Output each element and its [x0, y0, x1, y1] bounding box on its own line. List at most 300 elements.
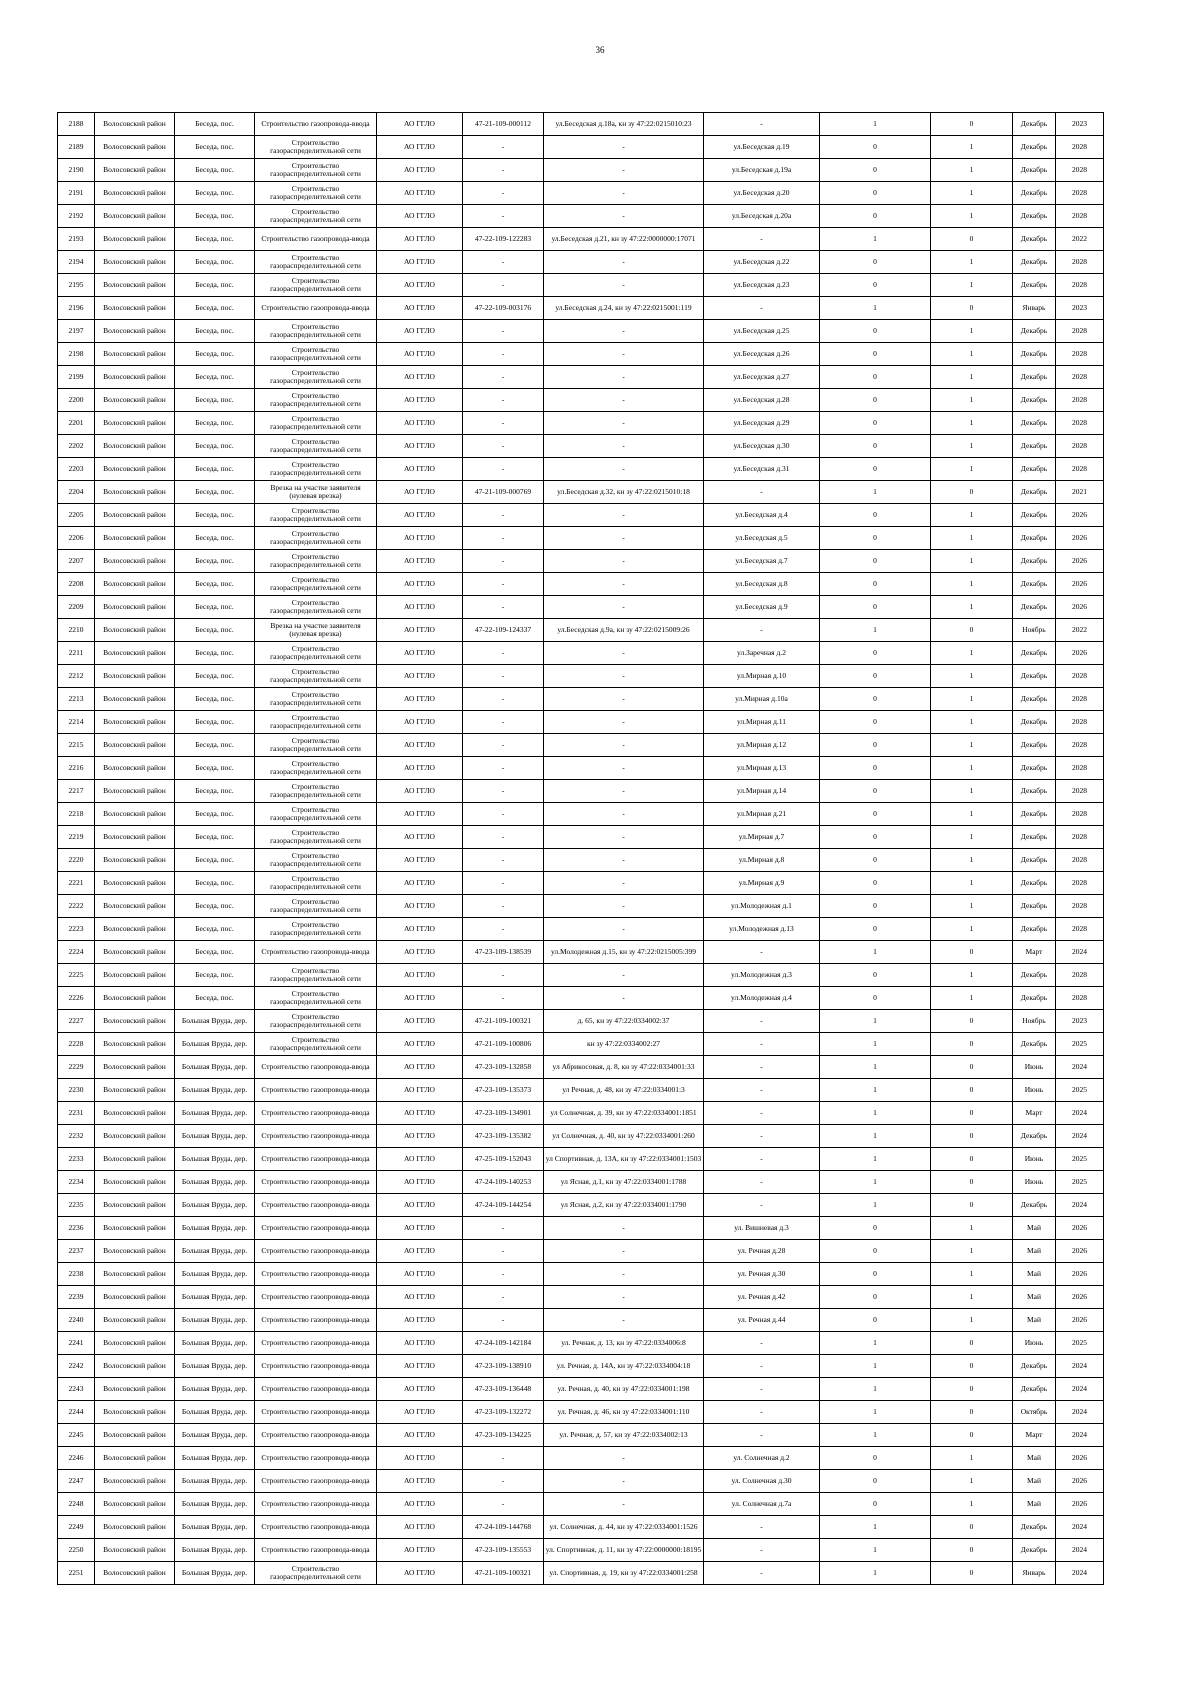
district-cell: Волосовский район: [95, 389, 175, 412]
row-number-cell: 2209: [58, 596, 95, 619]
district-cell: Волосовский район: [95, 504, 175, 527]
application-number-cell: -: [463, 964, 544, 987]
address-cadastral-cell: -: [544, 527, 704, 550]
work-type-cell: Строительство газораспределительной сети: [255, 251, 377, 274]
year-cell: 2024: [1056, 1378, 1104, 1401]
address-cadastral-cell: -: [544, 757, 704, 780]
district-cell: Волосовский район: [95, 688, 175, 711]
count-a-cell: 0: [820, 1447, 931, 1470]
address-cadastral-cell: -: [544, 665, 704, 688]
application-number-cell: -: [463, 803, 544, 826]
application-number-cell: -: [463, 596, 544, 619]
year-cell: 2026: [1056, 550, 1104, 573]
address-cell: ул.Беседская д.5: [704, 527, 820, 550]
application-number-cell: -: [463, 849, 544, 872]
address-cell: -: [704, 1171, 820, 1194]
address-cadastral-cell: -: [544, 205, 704, 228]
organization-cell: АО ГГЛО: [377, 550, 463, 573]
settlement-cell: Беседа, пос.: [175, 320, 255, 343]
district-cell: Волосовский район: [95, 1493, 175, 1516]
count-b-cell: 0: [931, 113, 1013, 136]
organization-cell: АО ГГЛО: [377, 872, 463, 895]
table-row: [58, 688, 1104, 711]
organization-cell: АО ГГЛО: [377, 1424, 463, 1447]
table-row: [58, 1217, 1104, 1240]
row-number-cell: 2194: [58, 251, 95, 274]
table-row: [58, 803, 1104, 826]
address-cell: ул.Мирная д.7: [704, 826, 820, 849]
table-row: [58, 1148, 1104, 1171]
address-cell: ул.Мирная д.13: [704, 757, 820, 780]
year-cell: 2028: [1056, 918, 1104, 941]
settlement-cell: Беседа, пос.: [175, 297, 255, 320]
address-cell: -: [704, 1010, 820, 1033]
month-cell: Декабрь: [1013, 734, 1056, 757]
district-cell: Волосовский район: [95, 619, 175, 642]
address-cell: ул.Беседская д.19: [704, 136, 820, 159]
row-number-cell: 2196: [58, 297, 95, 320]
table-row: [58, 1171, 1104, 1194]
address-cell: ул.Мирная д.10а: [704, 688, 820, 711]
count-a-cell: 1: [820, 1562, 931, 1585]
year-cell: 2026: [1056, 504, 1104, 527]
district-cell: Волосовский район: [95, 1056, 175, 1079]
year-cell: 2028: [1056, 435, 1104, 458]
district-cell: Волосовский район: [95, 1194, 175, 1217]
count-b-cell: 1: [931, 274, 1013, 297]
application-number-cell: 47-23-109-138910: [463, 1355, 544, 1378]
organization-cell: АО ГГЛО: [377, 964, 463, 987]
row-number-cell: 2200: [58, 389, 95, 412]
count-a-cell: 0: [820, 1286, 931, 1309]
row-number-cell: 2229: [58, 1056, 95, 1079]
organization-cell: АО ГГЛО: [377, 573, 463, 596]
organization-cell: АО ГГЛО: [377, 1079, 463, 1102]
settlement-cell: Большая Вруда, дер.: [175, 1079, 255, 1102]
count-b-cell: 1: [931, 458, 1013, 481]
address-cadastral-cell: -: [544, 136, 704, 159]
count-b-cell: 0: [931, 1033, 1013, 1056]
application-number-cell: -: [463, 987, 544, 1010]
district-cell: Волосовский район: [95, 1562, 175, 1585]
district-cell: Волосовский район: [95, 1240, 175, 1263]
work-type-cell: Строительство газопровода-ввода: [255, 297, 377, 320]
work-type-cell: Строительство газопровода-ввода: [255, 113, 377, 136]
district-cell: Волосовский район: [95, 803, 175, 826]
organization-cell: АО ГГЛО: [377, 1470, 463, 1493]
year-cell: 2026: [1056, 1286, 1104, 1309]
settlement-cell: Большая Вруда, дер.: [175, 1539, 255, 1562]
address-cadastral-cell: -: [544, 1217, 704, 1240]
row-number-cell: 2227: [58, 1010, 95, 1033]
year-cell: 2028: [1056, 895, 1104, 918]
work-type-cell: Врезка на участке заявителя (нулевая врезка): [255, 619, 377, 642]
application-number-cell: -: [463, 274, 544, 297]
month-cell: Май: [1013, 1447, 1056, 1470]
year-cell: 2025: [1056, 1148, 1104, 1171]
district-cell: Волосовский район: [95, 941, 175, 964]
address-cell: ул.Мирная д.14: [704, 780, 820, 803]
count-b-cell: 1: [931, 688, 1013, 711]
settlement-cell: Большая Вруда, дер.: [175, 1263, 255, 1286]
application-number-cell: 47-25-109-152043: [463, 1148, 544, 1171]
month-cell: Май: [1013, 1217, 1056, 1240]
month-cell: Июнь: [1013, 1056, 1056, 1079]
address-cell: -: [704, 1033, 820, 1056]
year-cell: 2028: [1056, 964, 1104, 987]
address-cell: ул.Мирная д.11: [704, 711, 820, 734]
settlement-cell: Беседа, пос.: [175, 711, 255, 734]
count-b-cell: 1: [931, 757, 1013, 780]
table-row: [58, 757, 1104, 780]
month-cell: Декабрь: [1013, 1125, 1056, 1148]
count-b-cell: 1: [931, 1470, 1013, 1493]
year-cell: 2024: [1056, 1194, 1104, 1217]
district-cell: Волосовский район: [95, 113, 175, 136]
organization-cell: АО ГГЛО: [377, 826, 463, 849]
address-cadastral-cell: -: [544, 159, 704, 182]
table-row: [58, 826, 1104, 849]
district-cell: Волосовский район: [95, 1424, 175, 1447]
application-number-cell: 47-23-109-132272: [463, 1401, 544, 1424]
work-type-cell: Строительство газопровода-ввода: [255, 1309, 377, 1332]
year-cell: 2026: [1056, 642, 1104, 665]
row-number-cell: 2247: [58, 1470, 95, 1493]
row-number-cell: 2244: [58, 1401, 95, 1424]
month-cell: Декабрь: [1013, 826, 1056, 849]
count-b-cell: 0: [931, 1378, 1013, 1401]
count-a-cell: 0: [820, 642, 931, 665]
work-type-cell: Строительство газопровода-ввода: [255, 1332, 377, 1355]
district-cell: Волосовский район: [95, 895, 175, 918]
year-cell: 2024: [1056, 1516, 1104, 1539]
work-type-cell: Строительство газораспределительной сети: [255, 182, 377, 205]
settlement-cell: Беседа, пос.: [175, 504, 255, 527]
table-row: [58, 1309, 1104, 1332]
application-number-cell: -: [463, 550, 544, 573]
district-cell: Волосовский район: [95, 711, 175, 734]
row-number-cell: 2210: [58, 619, 95, 642]
settlement-cell: Беседа, пос.: [175, 205, 255, 228]
count-a-cell: 1: [820, 1125, 931, 1148]
count-b-cell: 1: [931, 251, 1013, 274]
month-cell: Декабрь: [1013, 320, 1056, 343]
address-cadastral-cell: ул Ясная, д.1, кн зу 47:22:0334001:1788: [544, 1171, 704, 1194]
address-cadastral-cell: -: [544, 803, 704, 826]
work-type-cell: Строительство газопровода-ввода: [255, 1056, 377, 1079]
count-b-cell: 1: [931, 136, 1013, 159]
row-number-cell: 2197: [58, 320, 95, 343]
year-cell: 2024: [1056, 1424, 1104, 1447]
address-cell: ул.Беседская д.25: [704, 320, 820, 343]
count-b-cell: 0: [931, 1171, 1013, 1194]
address-cell: ул. Речная д.42: [704, 1286, 820, 1309]
address-cell: -: [704, 1079, 820, 1102]
address-cell: ул.Беседская д.22: [704, 251, 820, 274]
address-cadastral-cell: ул Речная, д. 48, кн зу 47:22:0334001:3: [544, 1079, 704, 1102]
organization-cell: АО ГГЛО: [377, 366, 463, 389]
application-number-cell: -: [463, 159, 544, 182]
count-a-cell: 0: [820, 688, 931, 711]
year-cell: 2023: [1056, 1010, 1104, 1033]
application-number-cell: -: [463, 458, 544, 481]
table-row: [58, 251, 1104, 274]
address-cadastral-cell: -: [544, 343, 704, 366]
district-cell: Волосовский район: [95, 1171, 175, 1194]
application-number-cell: 47-23-109-134225: [463, 1424, 544, 1447]
row-number-cell: 2246: [58, 1447, 95, 1470]
district-cell: Волосовский район: [95, 1102, 175, 1125]
work-type-cell: Строительство газопровода-ввода: [255, 1493, 377, 1516]
month-cell: Июнь: [1013, 1079, 1056, 1102]
application-number-cell: 47-23-109-135373: [463, 1079, 544, 1102]
month-cell: Январь: [1013, 297, 1056, 320]
district-cell: Волосовский район: [95, 1447, 175, 1470]
count-b-cell: 1: [931, 1309, 1013, 1332]
settlement-cell: Беседа, пос.: [175, 780, 255, 803]
month-cell: Май: [1013, 1309, 1056, 1332]
count-a-cell: 1: [820, 1539, 931, 1562]
table-row: [58, 734, 1104, 757]
row-number-cell: 2243: [58, 1378, 95, 1401]
settlement-cell: Большая Вруда, дер.: [175, 1516, 255, 1539]
row-number-cell: 2250: [58, 1539, 95, 1562]
month-cell: Декабрь: [1013, 688, 1056, 711]
row-number-cell: 2206: [58, 527, 95, 550]
settlement-cell: Беседа, пос.: [175, 550, 255, 573]
settlement-cell: Беседа, пос.: [175, 665, 255, 688]
organization-cell: АО ГГЛО: [377, 251, 463, 274]
year-cell: 2026: [1056, 573, 1104, 596]
count-b-cell: 0: [931, 481, 1013, 504]
settlement-cell: Беседа, пос.: [175, 826, 255, 849]
row-number-cell: 2193: [58, 228, 95, 251]
settlement-cell: Беседа, пос.: [175, 596, 255, 619]
month-cell: Декабрь: [1013, 780, 1056, 803]
address-cadastral-cell: ул. Спортивная, д. 19, кн зу 47:22:0334001:258: [544, 1562, 704, 1585]
settlement-cell: Беседа, пос.: [175, 918, 255, 941]
work-type-cell: Строительство газораспределительной сети: [255, 803, 377, 826]
address-cadastral-cell: ул Ясная, д.2, кн зу 47:22:0334001:1790: [544, 1194, 704, 1217]
organization-cell: АО ГГЛО: [377, 1516, 463, 1539]
address-cadastral-cell: -: [544, 573, 704, 596]
count-b-cell: 1: [931, 182, 1013, 205]
count-b-cell: 1: [931, 550, 1013, 573]
application-number-cell: -: [463, 366, 544, 389]
address-cadastral-cell: -: [544, 780, 704, 803]
organization-cell: АО ГГЛО: [377, 757, 463, 780]
table-row: [58, 665, 1104, 688]
address-cell: ул.Молодежная д.13: [704, 918, 820, 941]
settlement-cell: Беседа, пос.: [175, 642, 255, 665]
settlement-cell: Большая Вруда, дер.: [175, 1033, 255, 1056]
row-number-cell: 2233: [58, 1148, 95, 1171]
organization-cell: АО ГГЛО: [377, 1378, 463, 1401]
row-number-cell: 2240: [58, 1309, 95, 1332]
application-number-cell: 47-24-109-144768: [463, 1516, 544, 1539]
organization-cell: АО ГГЛО: [377, 297, 463, 320]
settlement-cell: Большая Вруда, дер.: [175, 1447, 255, 1470]
count-a-cell: 1: [820, 1102, 931, 1125]
application-number-cell: -: [463, 136, 544, 159]
row-number-cell: 2191: [58, 182, 95, 205]
month-cell: Декабрь: [1013, 895, 1056, 918]
table-row: [58, 1125, 1104, 1148]
work-type-cell: Строительство газопровода-ввода: [255, 1355, 377, 1378]
work-type-cell: Строительство газораспределительной сети: [255, 964, 377, 987]
address-cadastral-cell: -: [544, 1240, 704, 1263]
year-cell: 2024: [1056, 1125, 1104, 1148]
count-a-cell: 0: [820, 136, 931, 159]
address-cell: ул.Мирная д.8: [704, 849, 820, 872]
address-cell: -: [704, 619, 820, 642]
address-cell: -: [704, 1125, 820, 1148]
count-a-cell: 0: [820, 1309, 931, 1332]
month-cell: Декабрь: [1013, 918, 1056, 941]
work-type-cell: Строительство газопровода-ввода: [255, 1516, 377, 1539]
organization-cell: АО ГГЛО: [377, 642, 463, 665]
work-type-cell: Строительство газораспределительной сети: [255, 274, 377, 297]
table-row: [58, 780, 1104, 803]
organization-cell: АО ГГЛО: [377, 596, 463, 619]
address-cell: -: [704, 1401, 820, 1424]
month-cell: Май: [1013, 1240, 1056, 1263]
work-type-cell: Строительство газораспределительной сети: [255, 504, 377, 527]
count-a-cell: 0: [820, 780, 931, 803]
organization-cell: АО ГГЛО: [377, 711, 463, 734]
count-a-cell: 0: [820, 573, 931, 596]
settlement-cell: Большая Вруда, дер.: [175, 1470, 255, 1493]
table-row: [58, 1447, 1104, 1470]
settlement-cell: Беседа, пос.: [175, 987, 255, 1010]
table-row: [58, 274, 1104, 297]
address-cell: ул. Речная д.44: [704, 1309, 820, 1332]
count-b-cell: 0: [931, 228, 1013, 251]
count-b-cell: 1: [931, 1493, 1013, 1516]
table-row: [58, 987, 1104, 1010]
district-cell: Волосовский район: [95, 481, 175, 504]
data-table: [57, 112, 1104, 1585]
organization-cell: АО ГГЛО: [377, 987, 463, 1010]
work-type-cell: Строительство газораспределительной сети: [255, 205, 377, 228]
table-row: [58, 481, 1104, 504]
district-cell: Волосовский район: [95, 458, 175, 481]
count-b-cell: 1: [931, 1217, 1013, 1240]
organization-cell: АО ГГЛО: [377, 1539, 463, 1562]
year-cell: 2028: [1056, 274, 1104, 297]
row-number-cell: 2226: [58, 987, 95, 1010]
month-cell: Декабрь: [1013, 573, 1056, 596]
address-cadastral-cell: -: [544, 964, 704, 987]
month-cell: Декабрь: [1013, 872, 1056, 895]
address-cadastral-cell: ул. Речная, д. 14А, кн зу 47:22:0334004:18: [544, 1355, 704, 1378]
table-row: [58, 1401, 1104, 1424]
address-cadastral-cell: -: [544, 320, 704, 343]
address-cadastral-cell: ул.Беседская д.18а, кн зу 47:22:0215010:23: [544, 113, 704, 136]
work-type-cell: Строительство газопровода-ввода: [255, 1263, 377, 1286]
application-number-cell: -: [463, 918, 544, 941]
table-row: [58, 550, 1104, 573]
address-cell: ул.Мирная д.9: [704, 872, 820, 895]
year-cell: 2026: [1056, 1493, 1104, 1516]
year-cell: 2028: [1056, 389, 1104, 412]
organization-cell: АО ГГЛО: [377, 665, 463, 688]
address-cell: ул. Речная д.30: [704, 1263, 820, 1286]
count-b-cell: 1: [931, 665, 1013, 688]
table-row: [58, 504, 1104, 527]
table-row: [58, 1033, 1104, 1056]
count-b-cell: 1: [931, 573, 1013, 596]
table-row: [58, 573, 1104, 596]
row-number-cell: 2248: [58, 1493, 95, 1516]
application-number-cell: -: [463, 251, 544, 274]
row-number-cell: 2223: [58, 918, 95, 941]
work-type-cell: Строительство газораспределительной сети: [255, 688, 377, 711]
address-cell: -: [704, 1424, 820, 1447]
application-number-cell: 47-22-109-122283: [463, 228, 544, 251]
count-b-cell: 1: [931, 1447, 1013, 1470]
district-cell: Волосовский район: [95, 435, 175, 458]
row-number-cell: 2235: [58, 1194, 95, 1217]
application-number-cell: -: [463, 320, 544, 343]
work-type-cell: Строительство газопровода-ввода: [255, 1194, 377, 1217]
organization-cell: АО ГГЛО: [377, 1401, 463, 1424]
count-b-cell: 1: [931, 734, 1013, 757]
year-cell: 2024: [1056, 1562, 1104, 1585]
table-row: [58, 619, 1104, 642]
settlement-cell: Большая Вруда, дер.: [175, 1332, 255, 1355]
address-cell: -: [704, 1378, 820, 1401]
address-cadastral-cell: -: [544, 872, 704, 895]
settlement-cell: Беседа, пос.: [175, 182, 255, 205]
application-number-cell: -: [463, 688, 544, 711]
table-row: [58, 872, 1104, 895]
count-a-cell: 0: [820, 826, 931, 849]
address-cadastral-cell: -: [544, 688, 704, 711]
count-a-cell: 0: [820, 1263, 931, 1286]
table-row: [58, 941, 1104, 964]
application-number-cell: -: [463, 665, 544, 688]
table-row: [58, 113, 1104, 136]
table-row: [58, 1056, 1104, 1079]
month-cell: Декабрь: [1013, 1516, 1056, 1539]
address-cadastral-cell: ул.Молодежная д.15, кн зу 47:22:0215005:399: [544, 941, 704, 964]
work-type-cell: Строительство газопровода-ввода: [255, 1447, 377, 1470]
year-cell: 2028: [1056, 688, 1104, 711]
organization-cell: АО ГГЛО: [377, 1447, 463, 1470]
year-cell: 2028: [1056, 780, 1104, 803]
application-number-cell: 47-22-109-003176: [463, 297, 544, 320]
application-number-cell: 47-23-109-134901: [463, 1102, 544, 1125]
row-number-cell: 2251: [58, 1562, 95, 1585]
work-type-cell: Строительство газораспределительной сети: [255, 734, 377, 757]
count-b-cell: 0: [931, 1102, 1013, 1125]
table-row: [58, 458, 1104, 481]
count-b-cell: 0: [931, 1401, 1013, 1424]
year-cell: 2028: [1056, 711, 1104, 734]
table-row: [58, 1378, 1104, 1401]
count-a-cell: 0: [820, 504, 931, 527]
table-row: [58, 159, 1104, 182]
work-type-cell: Строительство газораспределительной сети: [255, 757, 377, 780]
settlement-cell: Беседа, пос.: [175, 435, 255, 458]
address-cell: ул.Беседская д.31: [704, 458, 820, 481]
settlement-cell: Беседа, пос.: [175, 964, 255, 987]
year-cell: 2024: [1056, 1401, 1104, 1424]
settlement-cell: Беседа, пос.: [175, 228, 255, 251]
application-number-cell: -: [463, 573, 544, 596]
settlement-cell: Беседа, пос.: [175, 872, 255, 895]
